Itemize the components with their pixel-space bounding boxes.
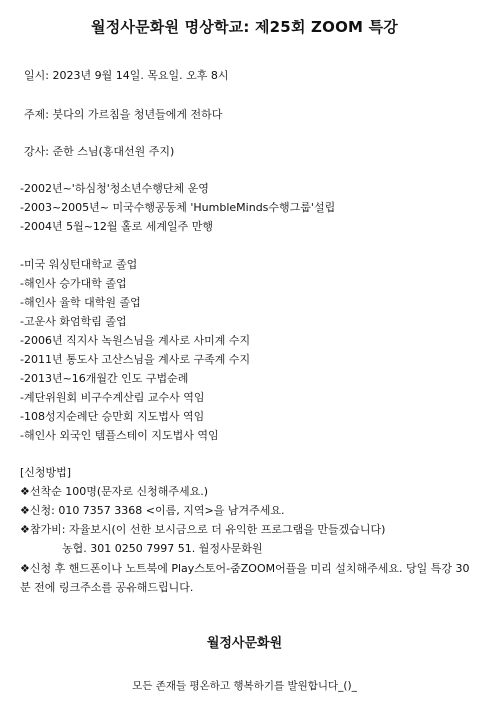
career-item: -2011년 통도사 고산스님을 계사로 구족계 수지 xyxy=(20,353,251,366)
career-item: -해인사 외국인 템플스테이 지도법사 역임 xyxy=(20,429,219,442)
event-topic: 주제: 붓다의 가르침을 청년들에게 전하다 xyxy=(24,108,223,121)
event-lecturer: 강사: 준한 스님(홍대선원 주지) xyxy=(24,145,175,158)
page-title: 월정사문화원 명상학교: 제25회 ZOOM 특강 xyxy=(91,18,398,36)
career-item: -108성지순례단 승만회 지도법사 역임 xyxy=(20,410,205,423)
activity-item: -2002년~'하심청'청소년수행단체 운영 xyxy=(20,182,209,195)
activity-item: -2003~2005년~ 미국수행공동체 'HumbleMinds수행그룹'설립 xyxy=(20,201,336,214)
career-item: -2013년~16개월간 인도 구법순례 xyxy=(20,372,189,385)
organization-name: 월정사문화원 xyxy=(206,636,283,651)
event-date: 일시: 2023년 9월 14일. 목요일. 오후 8시 xyxy=(24,69,229,82)
closing-message: 모든 존재들 평온하고 행복하기를 발원합니다_()_ xyxy=(132,680,357,692)
bank-account: 농협. 301 0250 7997 51. 월정사문화원 xyxy=(62,542,263,555)
apply-item: ❖신청: 010 7357 3368 <이름, 지역>을 남겨주세요. xyxy=(20,504,285,517)
apply-item: ❖참가비: 자율보시(이 선한 보시금으로 더 유익한 프로그램을 만들겠습니다) xyxy=(20,523,386,536)
career-item: -해인사 승가대학 졸업 xyxy=(20,277,127,290)
career-item: -계단위원회 비구수계산림 교수사 역임 xyxy=(20,391,205,404)
apply-notice: ❖신청 후 핸드폰이나 노트북에 Play스토어-줌ZOOM어플을 미리 설치해주세요. 당일 특강 30분 전에 링크주소를 공유해드립니다. xyxy=(20,562,470,594)
career-item: -해인사 율학 대학원 졸업 xyxy=(20,296,141,309)
career-item: -고운사 화엄학림 졸업 xyxy=(20,315,127,328)
career-item: -미국 워싱턴대학교 졸업 xyxy=(20,258,138,271)
career-item: -2006년 직지사 녹원스님을 계사로 사미계 수지 xyxy=(20,334,251,347)
apply-heading: [신청방법] xyxy=(20,466,72,479)
activity-item: -2004년 5월~12월 홀로 세계일주 만행 xyxy=(20,220,214,233)
apply-item: ❖선착순 100명(문자로 신청해주세요.) xyxy=(20,485,209,498)
